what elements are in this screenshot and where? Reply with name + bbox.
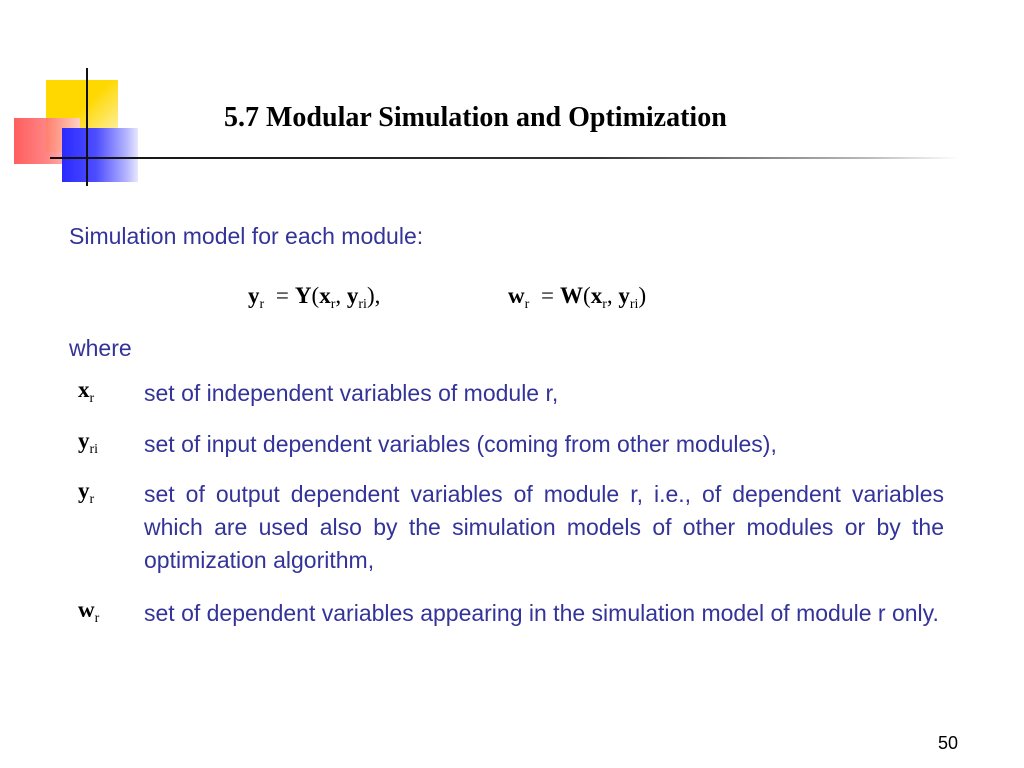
intro-text: Simulation model for each module: [69,223,424,249]
eq2-arg1-sub: r [602,297,607,312]
eq1-open: ( [311,283,320,308]
equation-w [508,283,646,313]
symbol-letter: y [78,428,90,453]
blue-square-decoration [62,128,138,182]
definition-symbol [78,377,138,407]
eq2-arg2-sub: ri [629,297,639,312]
vertical-rule [86,68,88,186]
eq2-equals: = [541,283,555,308]
where-label: where [69,335,132,361]
eq1-equals: = [275,283,289,308]
symbol-subscript: r [89,391,95,406]
symbol-letter: x [78,377,90,402]
equation-row [0,283,1024,319]
corner-logo [0,0,160,200]
slide-title: 5.7 Modular Simulation and Optimization [224,102,727,133]
definition-text: set of input dependent variables (coming from other modules), [144,431,777,457]
eq2-lhs: w [508,283,525,308]
title-underline [50,157,960,159]
symbol-subscript: r [89,492,95,507]
definition-text: set of independent variables of module r, [144,380,559,406]
eq2-arg2: y [618,283,630,308]
eq2-arg1: x [590,283,603,308]
symbol-subscript: ri [89,442,99,457]
symbol-subscript: r [94,611,100,626]
eq2-lhs-sub: r [524,297,530,312]
eq1-arg1: x [319,283,331,308]
eq2-close: ) [638,283,647,308]
equation-y [248,283,380,313]
definition-text: set of dependent variables appearing in the simulation model of module r only. [144,600,939,626]
eq1-lhs: y [248,283,260,308]
eq1-arg1-sub: r [330,297,336,312]
definition-symbol [78,597,138,627]
eq1-lhs-sub: r [259,297,265,312]
eq1-arg2-sub: ri [358,297,367,312]
definition-text: set of output dependent variables of module r, i.e., of dependent variables which are used also by the simulation models of other modules or by the optimization algorithm, [144,481,944,573]
page-number: 50 [938,733,959,753]
eq1-sep: , [335,283,342,308]
eq1-arg2: y [346,283,359,308]
symbol-letter: w [78,597,95,622]
eq1-func: Y [294,283,312,308]
eq2-sep: , [606,283,613,308]
eq1-close: ), [366,283,381,308]
definition-symbol [78,428,138,458]
eq2-func: W [560,283,584,308]
symbol-letter: y [78,478,90,503]
eq2-open: ( [583,283,591,308]
definition-symbol [78,478,138,508]
